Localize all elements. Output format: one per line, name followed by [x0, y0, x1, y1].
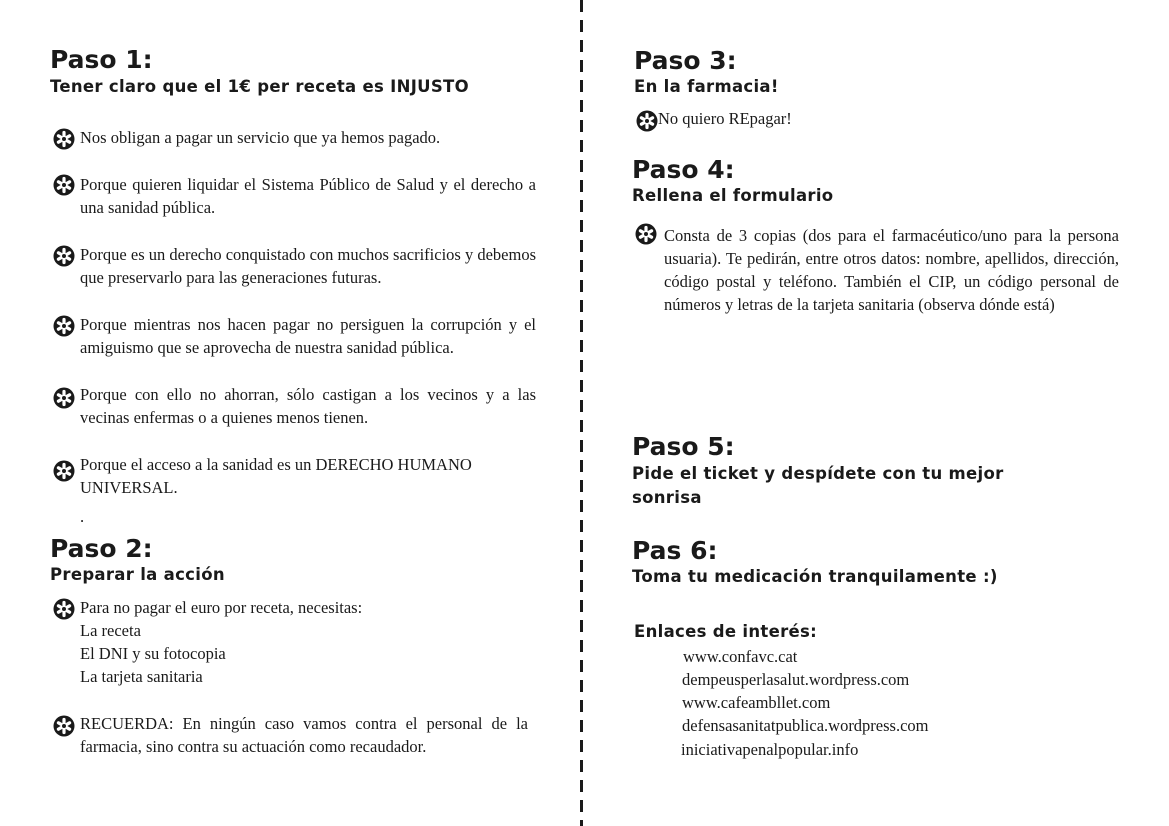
- asterisk-circle-icon: [53, 128, 75, 150]
- asterisk-circle-icon: [53, 715, 75, 737]
- paso3-item: No quiero REpagar!: [658, 109, 792, 128]
- paso6-subtitle: Toma tu medicación tranquilamente :): [632, 567, 998, 586]
- paso1-item-3: Porque es un derecho conquistado con muchos sacrificios y debemos que preservarlo para las generaciones futuras.: [80, 245, 536, 287]
- paso2-reminder: RECUERDA: En ningún caso vamos contra el personal de la farmacia, sino contra su actuación como recaudador.: [80, 714, 528, 756]
- asterisk-circle-icon: [53, 460, 75, 482]
- asterisk-circle-icon: [635, 223, 657, 245]
- link-confavc[interactable]: www.confavc.cat: [683, 647, 798, 666]
- asterisk-circle-icon: [53, 174, 75, 196]
- paso4-title: Paso 4:: [632, 155, 735, 184]
- paso1-item-6: Porque el acceso a la sanidad es un DERECHO HUMANO UNIVERSAL.: [80, 455, 472, 497]
- asterisk-circle-icon: [636, 110, 658, 132]
- link-dempeusperlasalut[interactable]: dempeusperlasalut.wordpress.com: [682, 670, 910, 689]
- paso2-intro: Para no pagar el euro por receta, necesitas:: [80, 598, 363, 617]
- paso4-subtitle: Rellena el formulario: [632, 186, 834, 205]
- paso3-subtitle: En la farmacia!: [634, 77, 779, 96]
- paso5-title: Paso 5:: [632, 432, 735, 461]
- asterisk-circle-icon: [53, 387, 75, 409]
- asterisk-circle-icon: [53, 598, 75, 620]
- paso6-title: Pas 6:: [632, 536, 718, 565]
- paso1-subtitle: Tener claro que el 1€ per receta es INJUSTO: [50, 77, 469, 96]
- link-cafeambllet[interactable]: www.cafeambllet.com: [682, 693, 831, 712]
- link-defensasanitatpublica[interactable]: defensasanitatpublica.wordpress.com: [682, 716, 929, 735]
- paso1-item-4: Porque mientras nos hacen pagar no persiguen la corrupción y el amiguismo que se aprovecha de nuestra sanidad pública.: [80, 315, 536, 357]
- asterisk-circle-icon: [53, 315, 75, 337]
- paso2-need-dni: El DNI y su fotocopia: [80, 644, 226, 663]
- fold-divider: [580, 0, 583, 826]
- paso3-title: Paso 3:: [634, 46, 737, 75]
- paso1-item-1: Nos obligan a pagar un servicio que ya hemos pagado.: [80, 128, 441, 147]
- paso2-subtitle: Preparar la acción: [50, 565, 225, 584]
- enlaces-title: Enlaces de interés:: [634, 622, 818, 641]
- paso5-subtitle: Pide el ticket y despídete con tu mejor sonrisa: [632, 464, 1004, 507]
- paso2-title: Paso 2:: [50, 534, 153, 563]
- paso1-item-2: Porque quieren liquidar el Sistema Público de Salud y el derecho a una sanidad pública.: [80, 175, 536, 217]
- paso1-title: Paso 1:: [50, 45, 153, 74]
- paso1-item-5: Porque con ello no ahorran, sólo castigan a los vecinos y a las vecinas enfermas o a quienes menos tienen.: [80, 385, 536, 427]
- paso4-item: Consta de 3 copias (dos para el farmacéutico/uno para la persona usuaria). Te pedirán, entre otros datos: nombre, apellidos, dirección, código postal y teléfono. También el CIP, un código personal de números y letras de la tarjeta sanitaria (observa dónde está): [664, 226, 1119, 314]
- paso2-need-tarjeta: La tarjeta sanitaria: [80, 667, 203, 686]
- stray-dot: .: [80, 507, 85, 526]
- link-iniciativapenalpopular[interactable]: iniciativapenalpopular.info: [681, 740, 859, 759]
- asterisk-circle-icon: [53, 245, 75, 267]
- paso2-need-receta: La receta: [80, 621, 141, 640]
